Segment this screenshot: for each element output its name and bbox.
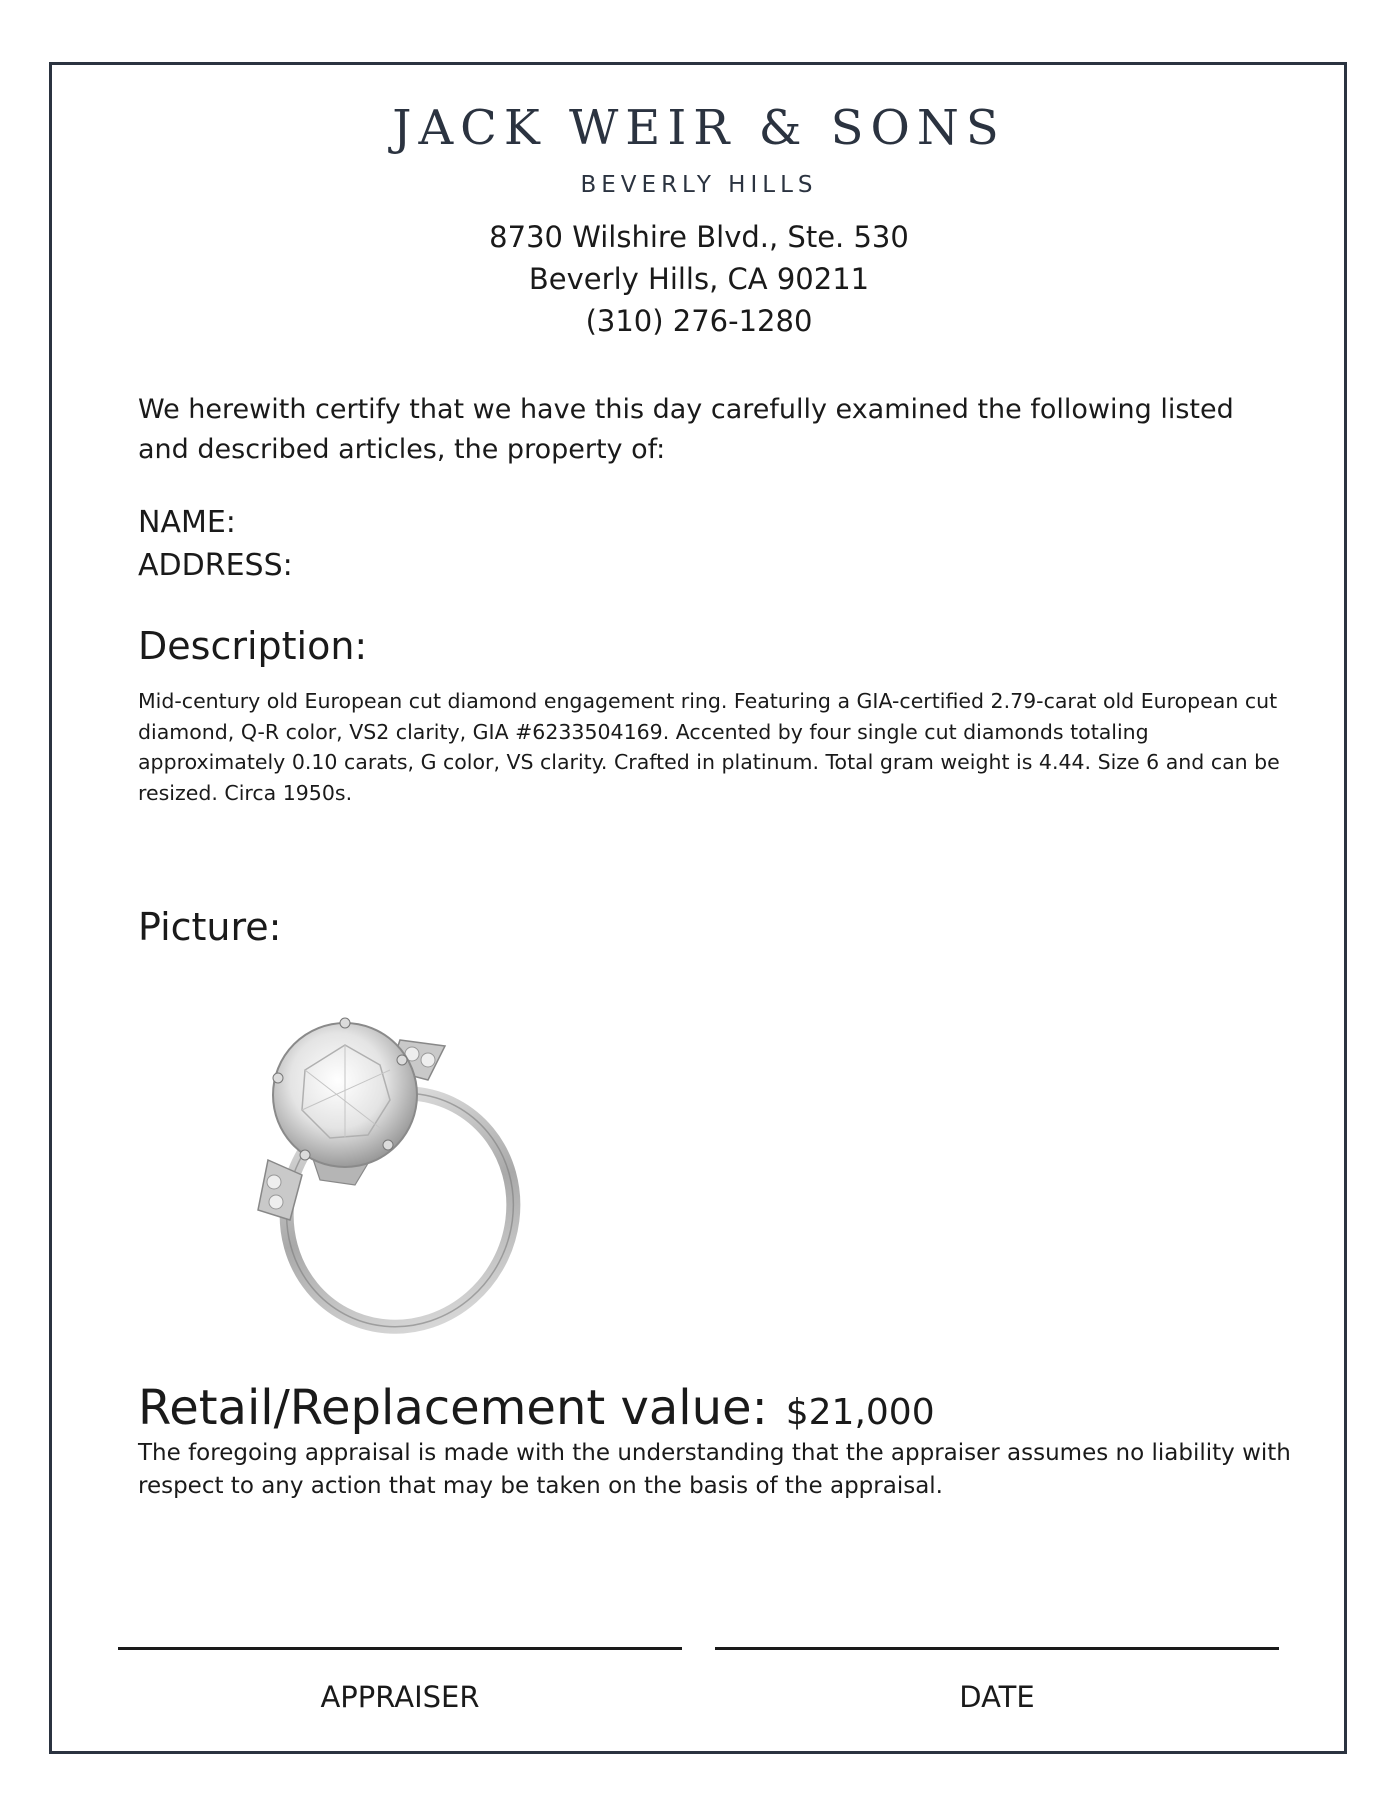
ring-photo: [250, 1010, 540, 1340]
address-label: ADDRESS:: [138, 548, 293, 583]
name-label: NAME:: [138, 505, 236, 540]
appraiser-signature-line: [118, 1647, 682, 1650]
brand-location: BEVERLY HILLS: [580, 172, 818, 198]
address-line-2: Beverly Hills, CA 90211: [528, 262, 870, 296]
value-row: [138, 1380, 935, 1436]
address-line-1: 8730 Wilshire Blvd., Ste. 530: [489, 220, 909, 254]
date-signature-line: [715, 1647, 1279, 1650]
value-label: Retail/Replacement value:: [138, 1380, 768, 1436]
disclaimer: The foregoing appraisal is made with the understanding that the appraiser assumes no liability with respect to any action that may be taken on the basis of the appraisal.: [138, 1440, 1291, 1499]
value-amount: $21,000: [785, 1392, 935, 1433]
picture-heading: Picture:: [138, 905, 282, 949]
phone-number: (310) 276-1280: [585, 304, 813, 338]
brand-name: JACK WEIR & SONS: [392, 100, 1006, 156]
description-heading: Description:: [138, 624, 368, 668]
certification-intro: We herewith certify that we have this day carefully examined the following listed and described articles, the property of:: [138, 394, 1234, 465]
date-label: DATE: [959, 1680, 1035, 1714]
description-body: Mid-century old European cut diamond engagement ring. Featuring a GIA-certified 2.79-carat old European cut diamond, Q-R color, VS2 clarity, GIA #6233504169. Accented by four single cut diamonds totaling approximately 0.10 carats, G color, VS clarity. Crafted in platinum. Total gram weight is 4.44. Size 6 and can be resized. Circa 1950s.: [138, 689, 1280, 805]
appraiser-label: APPRAISER: [320, 1680, 480, 1714]
